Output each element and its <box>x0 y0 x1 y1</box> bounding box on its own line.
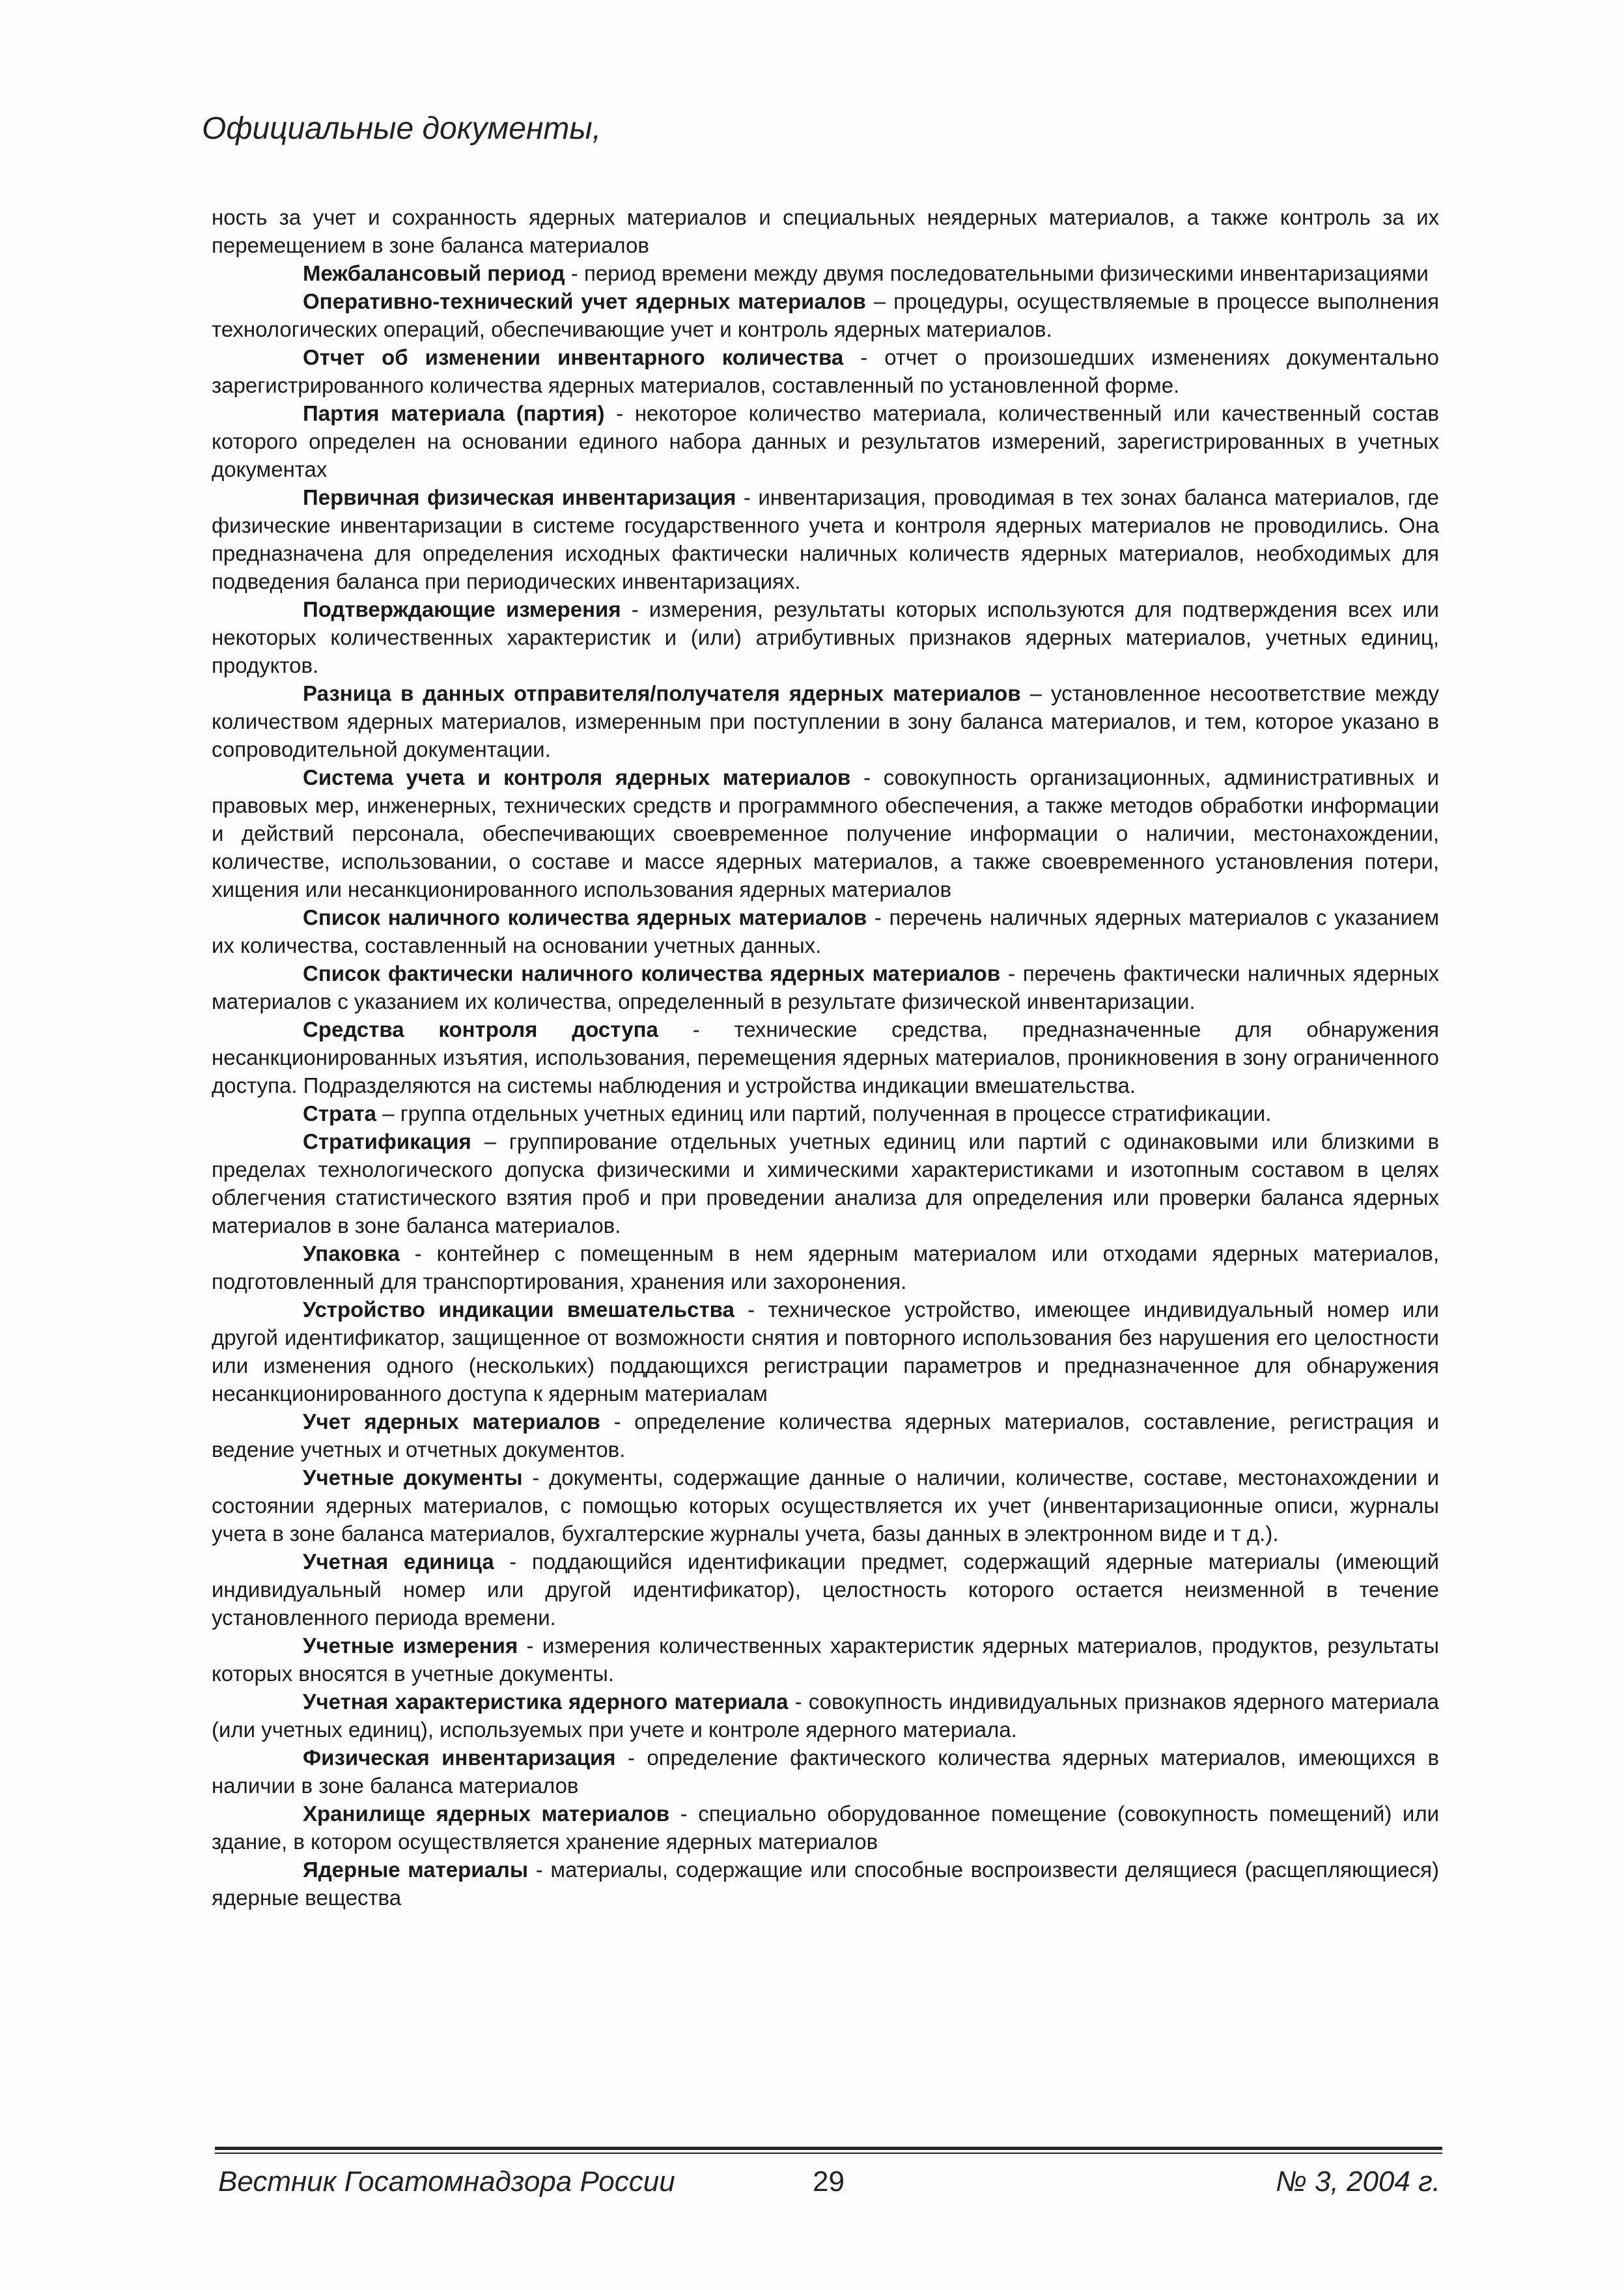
definition-paragraph <box>212 1239 1439 1295</box>
definition-text: определение количества ядерных материалов, составление, регистрация и ведение учетных и отчетных документов. <box>212 1409 1439 1462</box>
definition-term: Средства контроля доступа <box>303 1017 658 1041</box>
footer-rule-thin <box>215 2153 1442 2154</box>
definition-term: Учетная характеристика ядерного материала <box>303 1689 789 1714</box>
definitions-list <box>212 259 1439 1912</box>
definition-paragraph <box>212 1407 1439 1463</box>
definition-separator: - <box>604 401 635 425</box>
definition-separator: - <box>669 1802 699 1826</box>
definition-paragraph <box>212 1015 1439 1099</box>
definition-text: перечень фактически наличных ядерных материалов с указанием их количества, определенный в результате физической инвентаризации. <box>212 961 1439 1013</box>
definition-separator: - <box>734 1297 768 1322</box>
document-body <box>212 203 1439 1912</box>
definition-paragraph <box>212 1463 1439 1548</box>
definition-separator: – <box>1020 681 1051 705</box>
definition-paragraph <box>212 1127 1439 1239</box>
definition-term: Учетные документы <box>303 1465 523 1490</box>
definition-text: материалы, содержащие или способные воспроизвести делящиеся (расщепляющиеся) ядерные вещества <box>212 1858 1440 1910</box>
definition-separator: - <box>1000 961 1023 985</box>
definition-text: документы, содержащие данные о наличии, количестве, составе, местонахождении и состоянии ядерных материалов, с помощью которых осуществляется их учет (инвентаризационные описи, журналы учета в зоне баланса материалов, бухгалтерские журналы учета, базы данных в электронном виде и т д.). <box>212 1465 1440 1546</box>
footer-journal: Вестник Госатомнадзора России <box>218 2166 675 2198</box>
definition-separator: - <box>399 1241 437 1265</box>
definition-paragraph <box>212 1632 1439 1688</box>
definition-paragraph <box>212 1800 1439 1856</box>
definition-separator: - <box>788 1689 809 1714</box>
definition-text: специально оборудованное помещение (совокупность помещений) или здание, в котором осуществляется хранение ядерных материалов <box>212 1802 1440 1854</box>
definition-term: Учетная единица <box>303 1549 494 1574</box>
footer-page-number: 29 <box>813 2166 845 2198</box>
definition-separator: - <box>867 905 889 929</box>
definition-separator: - <box>850 765 884 789</box>
definition-text: контейнер с помещенным в нем ядерным материалом или отходами ядерных материалов, подготовленный для транспортирования, хранения или захоронения. <box>212 1241 1439 1293</box>
definition-term: Хранилище ядерных материалов <box>303 1802 670 1826</box>
footer-rule-thick <box>215 2147 1442 2150</box>
definition-text: измерения, результаты которых используются для подтверждения всех или некоторых количественных характеристик и (или) атрибутивных признаков ядерных материалов, учетных единиц, продуктов. <box>212 597 1439 677</box>
definition-paragraph <box>212 1744 1439 1800</box>
definition-text: совокупность организационных, административных и правовых мер, инженерных, технических средств и программного обеспечения, а также методов обработки информации и действий персонала, обеспечивающих своевременное получение информации о наличии, местонахождении, количестве, использовании, о составе и массе ядерных материалов, а также своевременного установления потери, хищения или несанкционированного использования ядерных материалов <box>212 765 1440 901</box>
definition-paragraph <box>212 1548 1439 1632</box>
definition-text: измерения количественных характеристик ядерных материалов, продуктов, результаты которых вносятся в учетные документы. <box>212 1633 1439 1686</box>
definition-term: Упаковка <box>303 1241 400 1265</box>
definition-term: Первичная физическая инвентаризация <box>303 485 736 509</box>
definition-paragraph <box>212 1099 1439 1127</box>
definition-text: установленное несоответствие между количеством ядерных материалов, измеренным при поступлении в зону баланса материалов, и тем, которое указано в сопроводительной документации. <box>212 681 1439 761</box>
definition-paragraph <box>212 259 1439 287</box>
definition-separator: - <box>528 1858 551 1882</box>
definition-term: Межбалансовый период <box>303 261 565 285</box>
definition-text: отчет о произошедших изменениях документально зарегистрированного количества ядерных материалов, составленный по установленной форме. <box>212 345 1439 397</box>
definition-term: Учетные измерения <box>303 1633 518 1658</box>
definition-term: Разница в данных отправителя/получателя ядерных материалов <box>303 681 1021 705</box>
definition-term: Отчет об изменении инвентарного количества <box>303 345 844 369</box>
definition-separator: - <box>494 1549 532 1574</box>
definition-paragraph <box>212 1856 1439 1912</box>
definition-term: Оперативно-технический учет ядерных материалов <box>303 289 866 313</box>
definition-text: определение фактического количества ядерных материалов, имеющихся в наличии в зоне баланса материалов <box>212 1746 1439 1798</box>
definition-paragraph <box>212 483 1439 595</box>
definition-paragraph <box>212 399 1439 483</box>
definition-separator: – <box>376 1101 400 1125</box>
definition-paragraph <box>212 679 1439 763</box>
definition-separator: - <box>615 1746 647 1770</box>
definition-separator: - <box>621 597 649 621</box>
definition-text: группа отдельных учетных единиц или партий, полученная в процессе стратификации. <box>400 1101 1272 1125</box>
page-header-title: Официальные документы, <box>202 111 602 146</box>
definition-term: Стратификация <box>303 1129 471 1153</box>
definition-paragraph <box>212 763 1439 903</box>
definition-text: поддающийся идентификации предмет, содержащий ядерные материалы (имеющий индивидуальный номер или другой идентификатор), целостность которого остается неизменной в течение установленного периода времени. <box>212 1549 1439 1630</box>
definition-term: Ядерные материалы <box>303 1858 529 1882</box>
definition-separator: - <box>600 1409 635 1434</box>
definition-text: инвентаризация, проводимая в тех зонах баланса материалов, где физические инвентаризации в системе государственного учета и контроля ядерных материалов не проводились. Она предназначена для определения исходных фактически наличных количеств ядерных материалов, необходимых для подведения баланса при периодических инвентаризациях. <box>212 485 1440 593</box>
definition-paragraph <box>212 343 1439 399</box>
definition-separator: - <box>522 1465 550 1490</box>
definition-term: Система учета и контроля ядерных материалов <box>303 765 851 789</box>
definition-paragraph <box>212 595 1439 679</box>
footer-issue: № 3, 2004 г. <box>1276 2166 1440 2198</box>
definition-text: техническое устройство, имеющее индивидуальный номер или другой идентификатор, защищенное от возможности снятия и повторного использования без нарушения его целостности или изменения одного (нескольких) поддающихся регистрации параметров и предназначенное для обнаружения несанкционированного доступа к ядерным материалам <box>212 1297 1439 1406</box>
definition-term: Учет ядерных материалов <box>303 1409 600 1434</box>
definition-text: период времени между двумя последовательными физическими инвентаризациями <box>583 261 1429 285</box>
definition-separator: – <box>471 1129 509 1153</box>
definition-separator: - <box>565 261 584 285</box>
definition-text: некоторое количество материала, количественный или качественный состав которого определен на основании единого набора данных и результатов измерений, зарегистрированных в учетных документах <box>212 401 1440 481</box>
definition-text: группирование отдельных учетных единиц или партий с одинаковыми или близкими в пределах технологического допуска физическими и химическими характеристиками и изотопным составом в целях облегчения статистического взятия проб и при проведении анализа для определения или проверки баланса ядерных материалов в зоне баланса материалов. <box>212 1129 1439 1237</box>
definition-text: технические средства, предназначенные для обнаружения несанкционированных изъятия, использования, перемещения ядерных материалов, проникновения в зону ограниченного доступа. Подразделяются на системы наблюдения и устройства индикации вмешательства. <box>212 1017 1440 1097</box>
definition-separator: - <box>843 345 885 369</box>
definition-term: Партия материала (партия) <box>303 401 605 425</box>
definition-separator: - <box>518 1633 542 1658</box>
definition-text: процедуры, осуществляемые в процессе выполнения технологических операций, обеспечивающие учет и контроль ядерных материалов. <box>212 289 1439 341</box>
definition-paragraph <box>212 287 1439 343</box>
definition-separator: – <box>865 289 894 313</box>
definition-term: Список наличного количества ядерных материалов <box>303 905 867 929</box>
definition-paragraph <box>212 1688 1439 1744</box>
definition-term: Устройство индикации вмешательства <box>303 1297 735 1322</box>
definition-paragraph <box>212 959 1439 1015</box>
definition-paragraph <box>212 903 1439 959</box>
definition-term: Подтверждающие измерения <box>303 597 621 621</box>
definition-separator: - <box>658 1017 735 1041</box>
definition-text: перечень наличных ядерных материалов с указанием их количества, составленный на основании учетных данных. <box>212 905 1440 957</box>
definition-term: Физическая инвентаризация <box>303 1746 616 1770</box>
definition-separator: - <box>736 485 759 509</box>
intro-paragraph: ность за учет и сохранность ядерных материалов и специальных неядерных материалов, а также контроль за их перемещением в зоне баланса материалов <box>212 205 1439 257</box>
definition-text: совокупность индивидуальных признаков ядерного материала (или учетных единиц), используемых при учете и контроле ядерного материала. <box>212 1689 1440 1742</box>
definition-term: Список фактически наличного количества ядерных материалов <box>303 961 1001 985</box>
definition-term: Страта <box>303 1101 377 1125</box>
definition-paragraph <box>212 1295 1439 1407</box>
